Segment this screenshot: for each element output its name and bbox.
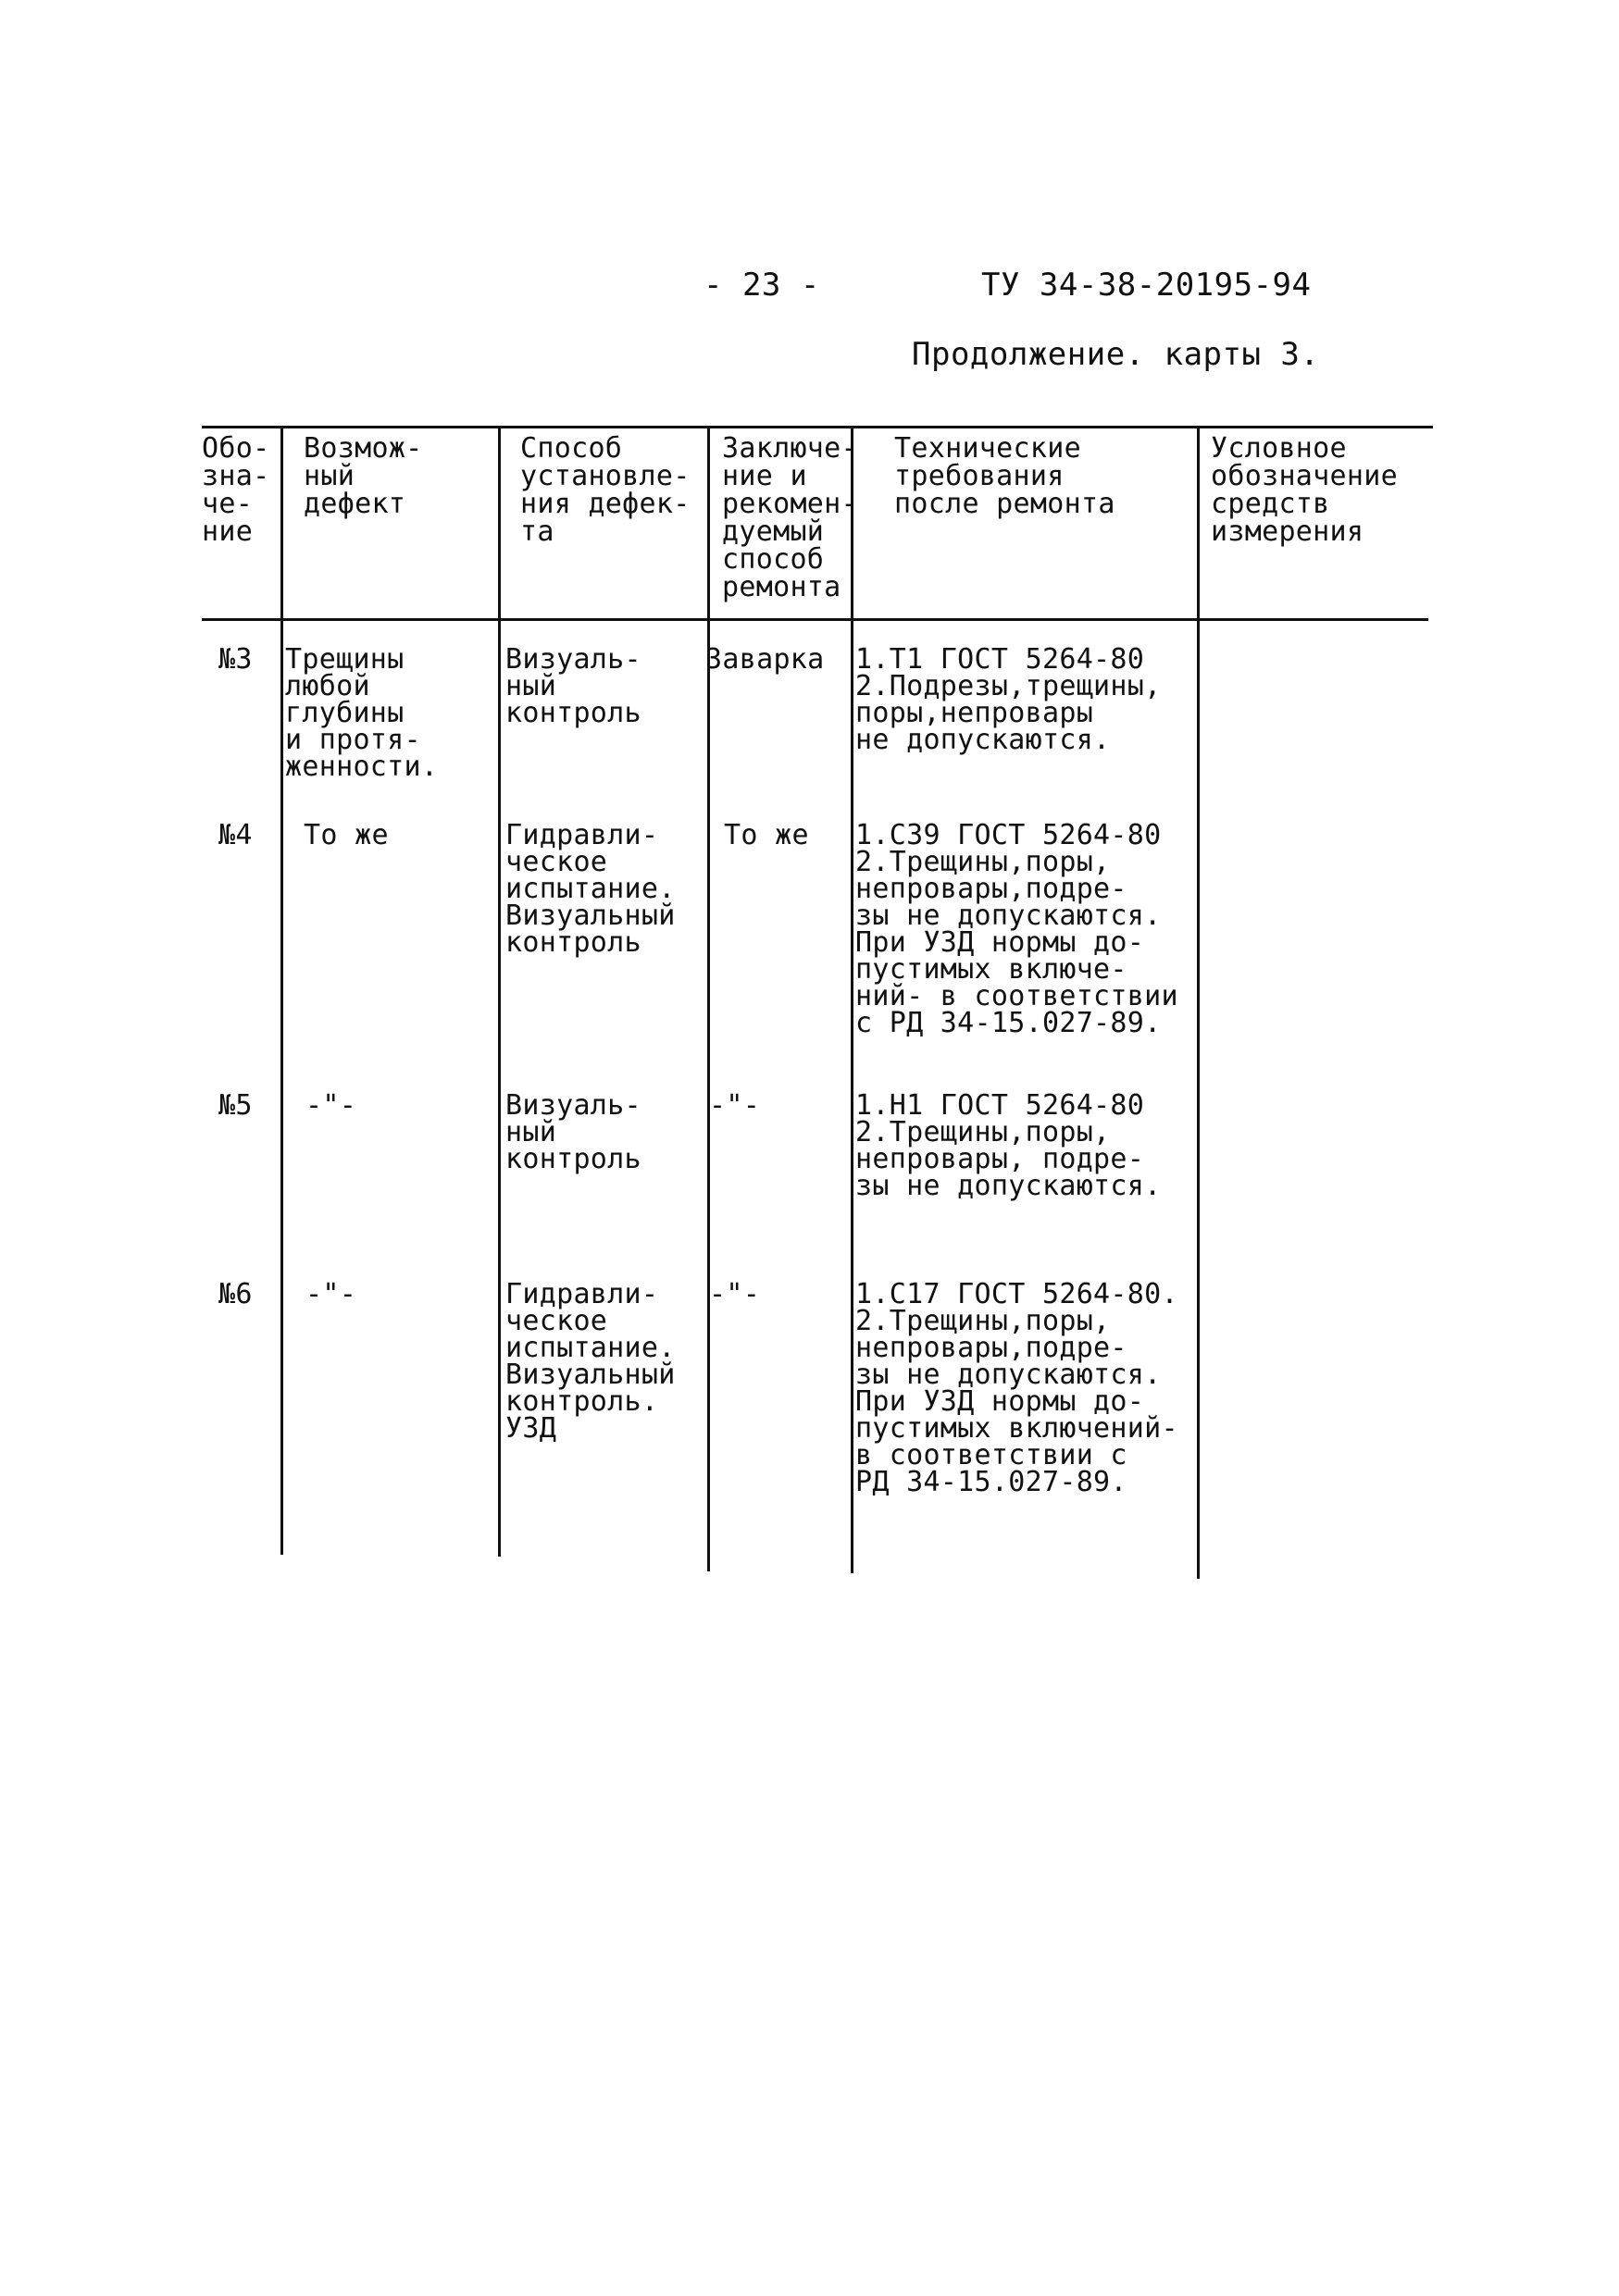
cell-requirements: 1.С17 ГОСТ 5264-80. 2.Трещины,поры, непровары,подре- зы не допускаются. При УЗД нормы до- пустимых включений- в соответствии с РД 34-15.027-89. — [855, 1278, 1178, 1498]
cell-requirements: 1.Т1 ГОСТ 5264-80 2.Подрезы,трещины, поры,непровары не допускаются. — [855, 643, 1162, 756]
table-top-rule — [202, 426, 1433, 428]
header-bottom-rule — [202, 618, 1428, 621]
cell-requirements: 1.Н1 ГОСТ 5264-80 2.Трещины,поры, непровары, подре- зы не допускаются. — [855, 1089, 1162, 1202]
col-header-requirements: Технические требования после ремонта — [894, 432, 1115, 520]
document-number: ТУ 34-38-20195-94 — [981, 267, 1312, 304]
cell-designation: №5 — [218, 1089, 253, 1122]
continuation-label: Продолжение. карты 3. — [912, 336, 1320, 373]
col-header-designation: Обо- зна- че- ние — [202, 432, 270, 548]
col-header-defect: Возмож- ный дефект — [304, 432, 423, 520]
cell-designation: №4 — [218, 819, 253, 851]
col-header-conclusion: Заключе- ние и рекомен- дуемый способ ремонта — [722, 432, 858, 603]
page-number: - 23 - — [704, 267, 820, 304]
column-divider-3 — [707, 426, 710, 1571]
cell-conclusion: Заварка — [705, 643, 825, 676]
cell-conclusion: То же — [724, 819, 809, 851]
cell-designation: №3 — [218, 643, 253, 676]
cell-designation: №6 — [218, 1278, 253, 1310]
cell-defect: Трещины любой глубины и протя- женности. — [285, 643, 439, 783]
cell-method: Гидравли- ческое испытание. Визуальный контроль — [505, 819, 676, 959]
cell-conclusion: -"- — [709, 1278, 761, 1310]
cell-requirements: 1.С39 ГОСТ 5264-80 2.Трещины,поры, непровары,подре- зы не допускаются. При УЗД нормы до- пустимых включе- ний- в соответствии с РД 34-15.027-89. — [855, 819, 1178, 1039]
cell-conclusion: -"- — [709, 1089, 761, 1122]
cell-method: Гидравли- ческое испытание. Визуальный контроль. УЗД — [505, 1278, 676, 1445]
cell-method: Визуаль- ный контроль — [505, 1089, 641, 1175]
column-divider-5 — [1197, 426, 1200, 1579]
column-divider-2 — [498, 426, 501, 1557]
cell-defect: -"- — [305, 1089, 357, 1122]
col-header-method: Способ установле- ния дефек- та — [520, 432, 691, 548]
col-header-instruments: Условное обозначение средств измерения — [1211, 432, 1398, 548]
cell-defect: -"- — [305, 1278, 357, 1310]
cell-defect: То же — [304, 819, 389, 851]
cell-method: Визуаль- ный контроль — [505, 643, 641, 729]
column-divider-1 — [280, 426, 283, 1555]
